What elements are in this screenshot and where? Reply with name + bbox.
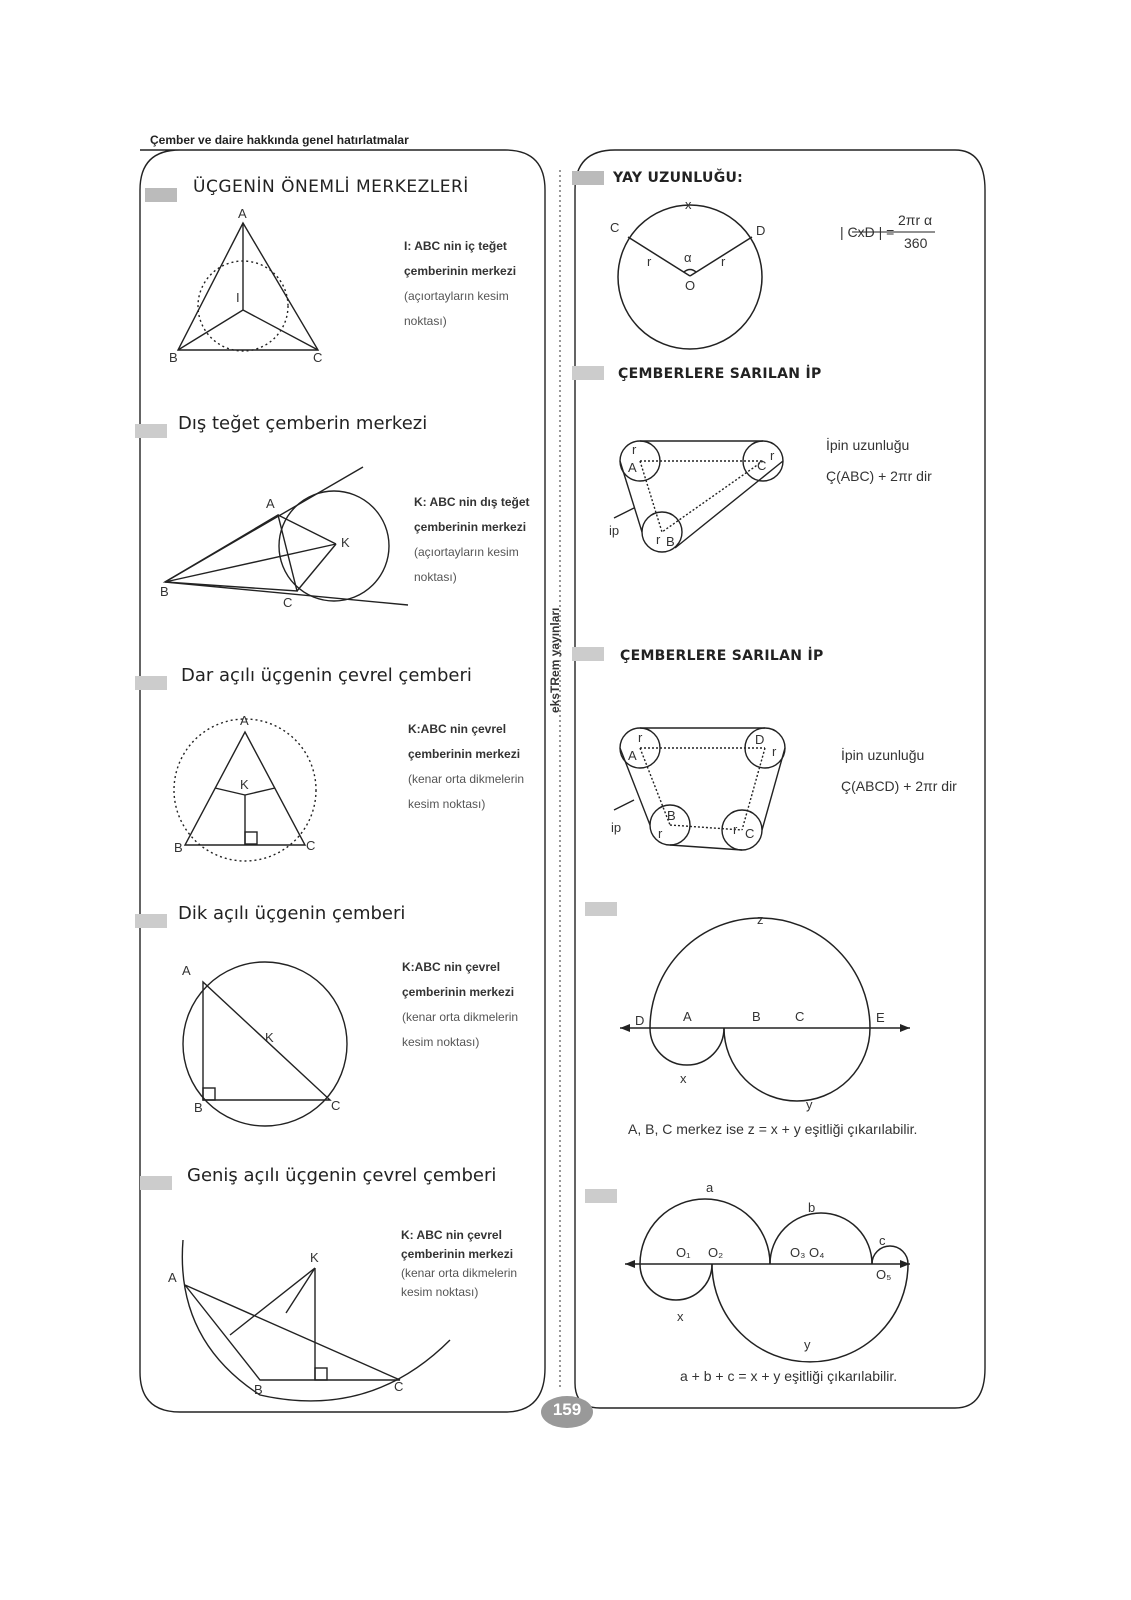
vertex-label: B: [169, 350, 178, 365]
arc-label: x: [685, 197, 692, 212]
radius-label: r: [658, 826, 663, 841]
vertex-label: C: [313, 350, 323, 365]
excircle-diagram: [165, 467, 408, 605]
page-header: Çember ve daire hakkında genel hatırlatmalar: [150, 133, 409, 147]
incircle-diagram: [178, 223, 318, 351]
radius-label: r: [733, 822, 738, 837]
vertex-label: B: [194, 1100, 203, 1115]
point-label: A: [683, 1009, 692, 1024]
vertex-label: A: [238, 206, 247, 221]
center-label: K: [240, 777, 249, 792]
center-label: A: [628, 460, 637, 475]
vertex-label: C: [394, 1379, 404, 1394]
radius-label: r: [656, 532, 661, 547]
definition-text: İpin uzunluğu Ç(ABCD) + 2πr dir: [841, 747, 957, 794]
section-title: ÇEMBERLERE SARILAN İP: [618, 366, 822, 382]
section-title: Dik açılı üçgenin çemberi: [178, 903, 406, 924]
semicircles-abcxy-diagram: [625, 1199, 910, 1362]
vertex-label: A: [182, 963, 191, 978]
section-title: Dış teğet çemberin merkezi: [178, 413, 428, 434]
point-label: B: [752, 1009, 761, 1024]
definition-text: İpin uzunluğu Ç(ABC) + 2πr dir: [826, 437, 932, 484]
section-icon: [133, 672, 169, 694]
center-label: O₂: [708, 1245, 724, 1260]
radius-label: r: [638, 730, 643, 745]
point-label: E: [876, 1010, 885, 1025]
formula-denominator: 360: [904, 235, 928, 251]
vertex-label: A: [266, 496, 275, 511]
center-label: C: [745, 826, 755, 841]
center-label: D: [755, 732, 765, 747]
vertex-label: A: [168, 1270, 177, 1285]
equation-text: A, B, C merkez ise z = x + y eşitliği çıkarılabilir.: [628, 1121, 918, 1137]
center-label: K: [341, 535, 350, 550]
point-label: C: [795, 1009, 805, 1024]
section-title: Geniş açılı üçgenin çevrel çemberi: [187, 1165, 497, 1186]
radius-label: r: [721, 254, 726, 269]
radius-label: r: [632, 442, 637, 457]
radius-label: r: [772, 744, 777, 759]
arc-label: y: [806, 1097, 813, 1112]
center-label: O₁: [676, 1245, 691, 1260]
arc-length-diagram: [618, 205, 762, 349]
center-label: K: [310, 1250, 319, 1265]
vertex-label: A: [240, 713, 249, 728]
definition-text: I: ABC nin iç teğet çemberinin merkezi (açıortayların kesim noktası): [404, 239, 517, 328]
vertex-label: B: [174, 840, 183, 855]
arc-label: x: [677, 1309, 684, 1324]
section-icon: [133, 910, 169, 932]
arc-label: c: [879, 1233, 886, 1248]
section-icon: [143, 184, 179, 206]
section-title: YAY UZUNLUĞU:: [613, 170, 744, 186]
section-icon: [583, 898, 619, 920]
vertex-label: C: [306, 838, 316, 853]
center-label: K: [265, 1030, 274, 1045]
center-label: B: [667, 808, 676, 823]
section-title: ÇEMBERLERE SARILAN İP: [620, 648, 824, 664]
definition-text: K: ABC nin çevrel çemberinin merkezi (kenar orta dikmelerin kesim noktası): [401, 1228, 518, 1299]
section-icon: [138, 1172, 174, 1194]
center-label: B: [666, 534, 675, 549]
center-label: O: [685, 278, 696, 293]
vertex-label: C: [331, 1098, 341, 1113]
vertex-label: B: [160, 584, 169, 599]
arc-label: a: [706, 1180, 714, 1195]
center-label: I: [236, 290, 240, 305]
center-label: C: [757, 458, 767, 473]
rope-label: ip: [611, 820, 622, 835]
equation-text: a + b + c = x + y eşitliği çıkarılabilir.: [680, 1368, 898, 1384]
section-title: ÜÇGENİN ÖNEMLİ MERKEZLERİ: [193, 177, 469, 197]
arc-label: b: [808, 1200, 816, 1215]
definition-text: K: ABC nin dış teğet çemberinin merkezi (açıortayların kesim noktası): [414, 495, 530, 584]
angle-label: α: [684, 250, 692, 265]
rope-label: ip: [609, 523, 620, 538]
vertex-label: C: [283, 595, 293, 610]
section-icon: [133, 420, 169, 442]
arc-label: y: [804, 1337, 811, 1352]
center-label: A: [628, 748, 637, 763]
definition-text: K:ABC nin çevrel çemberinin merkezi (kenar orta dikmelerin kesim noktası): [402, 960, 519, 1049]
point-label: C: [610, 220, 620, 235]
section-icon: [570, 643, 606, 665]
point-label: D: [756, 223, 766, 238]
section-title: Dar açılı üçgenin çevrel çemberi: [181, 665, 472, 686]
center-label: O₃ O₄: [790, 1245, 825, 1260]
publisher-side-text: eksTRem yayınları: [548, 607, 562, 713]
point-label: D: [635, 1013, 645, 1028]
semicircles-zxy-diagram: [620, 918, 910, 1101]
definition-text: K:ABC nin çevrel çemberinin merkezi (kenar orta dikmelerin kesim noktası): [408, 722, 525, 811]
section-icon: [583, 1185, 619, 1207]
section-icon: [570, 167, 606, 189]
arc-label: z: [757, 912, 764, 927]
formula-lhs: | CxD | =: [840, 224, 895, 240]
radius-label: r: [770, 448, 775, 463]
section-icon: [570, 362, 606, 384]
center-label: O₅: [876, 1267, 892, 1282]
page-number: 159: [552, 1400, 582, 1419]
formula-numerator: 2πr α: [898, 212, 933, 228]
vertex-label: B: [254, 1382, 263, 1397]
arc-label: x: [680, 1071, 687, 1086]
radius-label: r: [647, 254, 652, 269]
